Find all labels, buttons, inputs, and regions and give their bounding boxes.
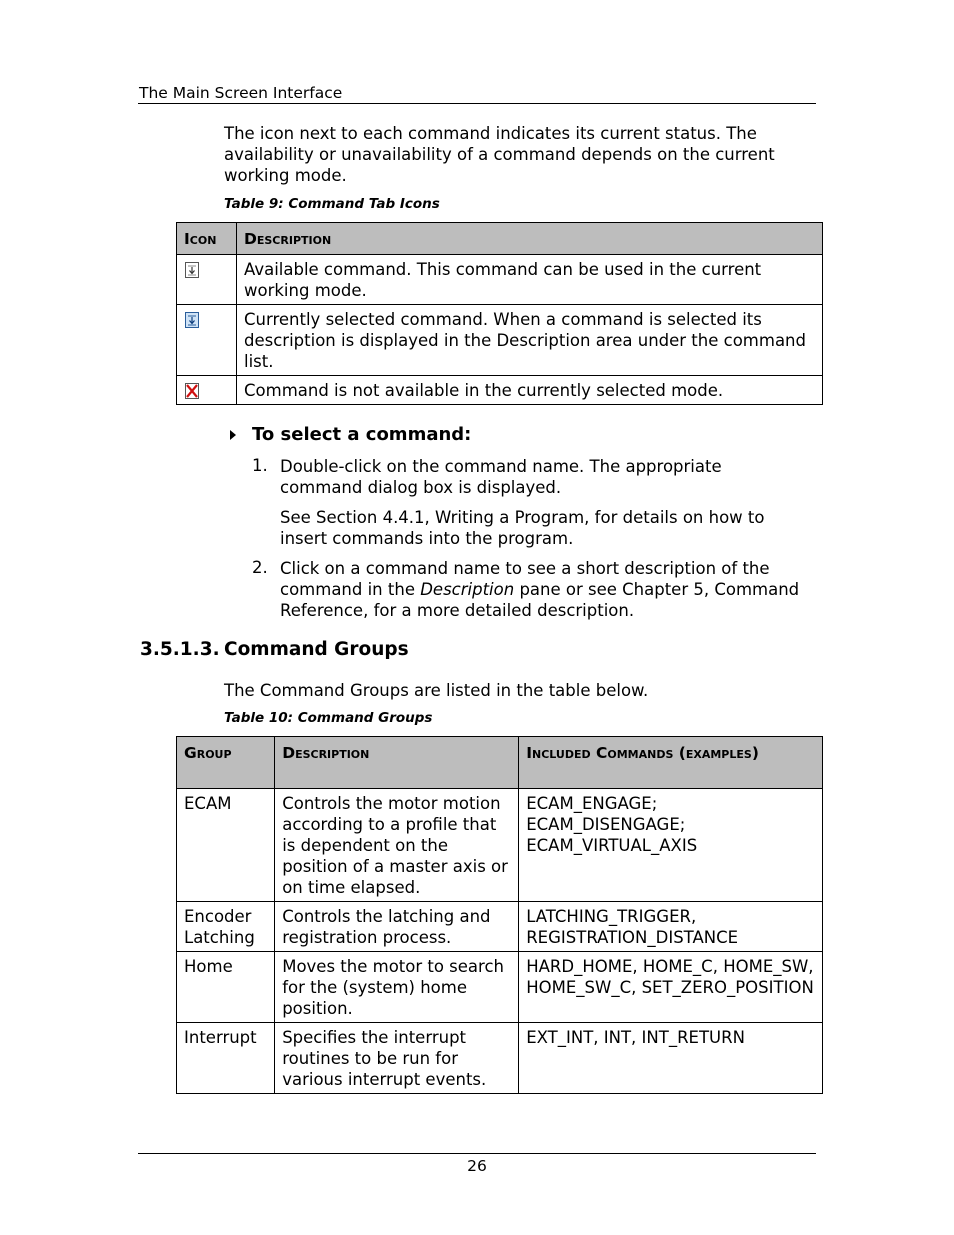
icon-cell <box>177 376 237 405</box>
table-row <box>177 789 823 902</box>
available-command-icon <box>184 261 200 279</box>
section-title: Command Groups <box>224 639 409 660</box>
triangle-bullet-icon <box>228 429 238 441</box>
unavailable-command-icon <box>184 382 200 400</box>
column-header-icon: Icon <box>177 223 237 255</box>
commands-cell: HARD_HOME, HOME_C, HOME_SW, HOME_SW_C, SET_ZERO_POSITION <box>519 952 823 1023</box>
step-text-part: pane or see Chapter 5, Command Reference, for a more detailed description. <box>280 580 800 620</box>
table10-caption: Table 10: Command Groups <box>224 710 433 726</box>
page-number: 26 <box>467 1157 487 1175</box>
description-cell: Controls the motor motion according to a profile that is dependent on the position of a master axis or on time elapsed. <box>275 789 519 902</box>
section-intro: The Command Groups are listed in the table below. <box>224 681 649 700</box>
procedure-heading: To select a command: <box>252 424 472 445</box>
table-row <box>177 1023 823 1094</box>
step-text <box>280 558 800 621</box>
table-header-row <box>177 223 823 255</box>
table9-caption: Table 9: Command Tab Icons <box>224 196 440 212</box>
commands-cell: EXT_INT, INT, INT_RETURN <box>519 1023 823 1094</box>
description-cell: Currently selected command. When a command is selected its description is displayed in the Description area under the command list. <box>237 305 823 376</box>
group-cell: Encoder Latching <box>177 902 275 952</box>
footer-rule <box>138 1153 816 1154</box>
icon-cell <box>177 255 237 305</box>
group-cell: Home <box>177 952 275 1023</box>
description-cell: Moves the motor to search for the (system) home position. <box>275 952 519 1023</box>
table-row <box>177 952 823 1023</box>
group-cell: Interrupt <box>177 1023 275 1094</box>
table-row <box>177 902 823 952</box>
commands-cell: LATCHING_TRIGGER, REGISTRATION_DISTANCE <box>519 902 823 952</box>
column-header-included-commands: Included Commands (examples) <box>519 737 823 789</box>
description-cell: Available command. This command can be used in the current working mode. <box>237 255 823 305</box>
column-header-description: Description <box>275 737 519 789</box>
table-row <box>177 305 823 376</box>
header-rule <box>138 103 816 104</box>
table-header-row <box>177 737 823 789</box>
table-row <box>177 376 823 405</box>
column-header-description: Description <box>237 223 823 255</box>
icon-cell <box>177 305 237 376</box>
commands-cell: ECAM_ENGAGE; ECAM_DISENGAGE; ECAM_VIRTUAL_AXIS <box>519 789 823 902</box>
command-tab-icons-table <box>176 222 823 405</box>
command-groups-table <box>176 736 823 1094</box>
step-note: See Section 4.4.1, Writing a Program, for details on how to insert commands into the program. <box>280 508 765 548</box>
section-number: 3.5.1.3. <box>140 639 220 660</box>
intro-paragraph: The icon next to each command indicates its current status. The availability or unavailability of a command depends on the current working mode. <box>224 124 775 185</box>
running-header: The Main Screen Interface <box>139 84 343 102</box>
selected-command-icon <box>184 311 200 329</box>
description-cell: Controls the latching and registration process. <box>275 902 519 952</box>
description-pane-reference: Description <box>420 580 515 599</box>
step-text: Double-click on the command name. The appropriate command dialog box is displayed. <box>280 457 722 497</box>
description-cell: Command is not available in the currently selected mode. <box>237 376 823 405</box>
description-cell: Specifies the interrupt routines to be run for various interrupt events. <box>275 1023 519 1094</box>
step-text-part: Click on a command name to see a short description of the command in the <box>280 559 770 599</box>
group-cell: ECAM <box>177 789 275 902</box>
step-number: 1. <box>252 456 268 475</box>
column-header-group: Group <box>177 737 275 789</box>
table-row <box>177 255 823 305</box>
step-number: 2. <box>252 558 268 577</box>
